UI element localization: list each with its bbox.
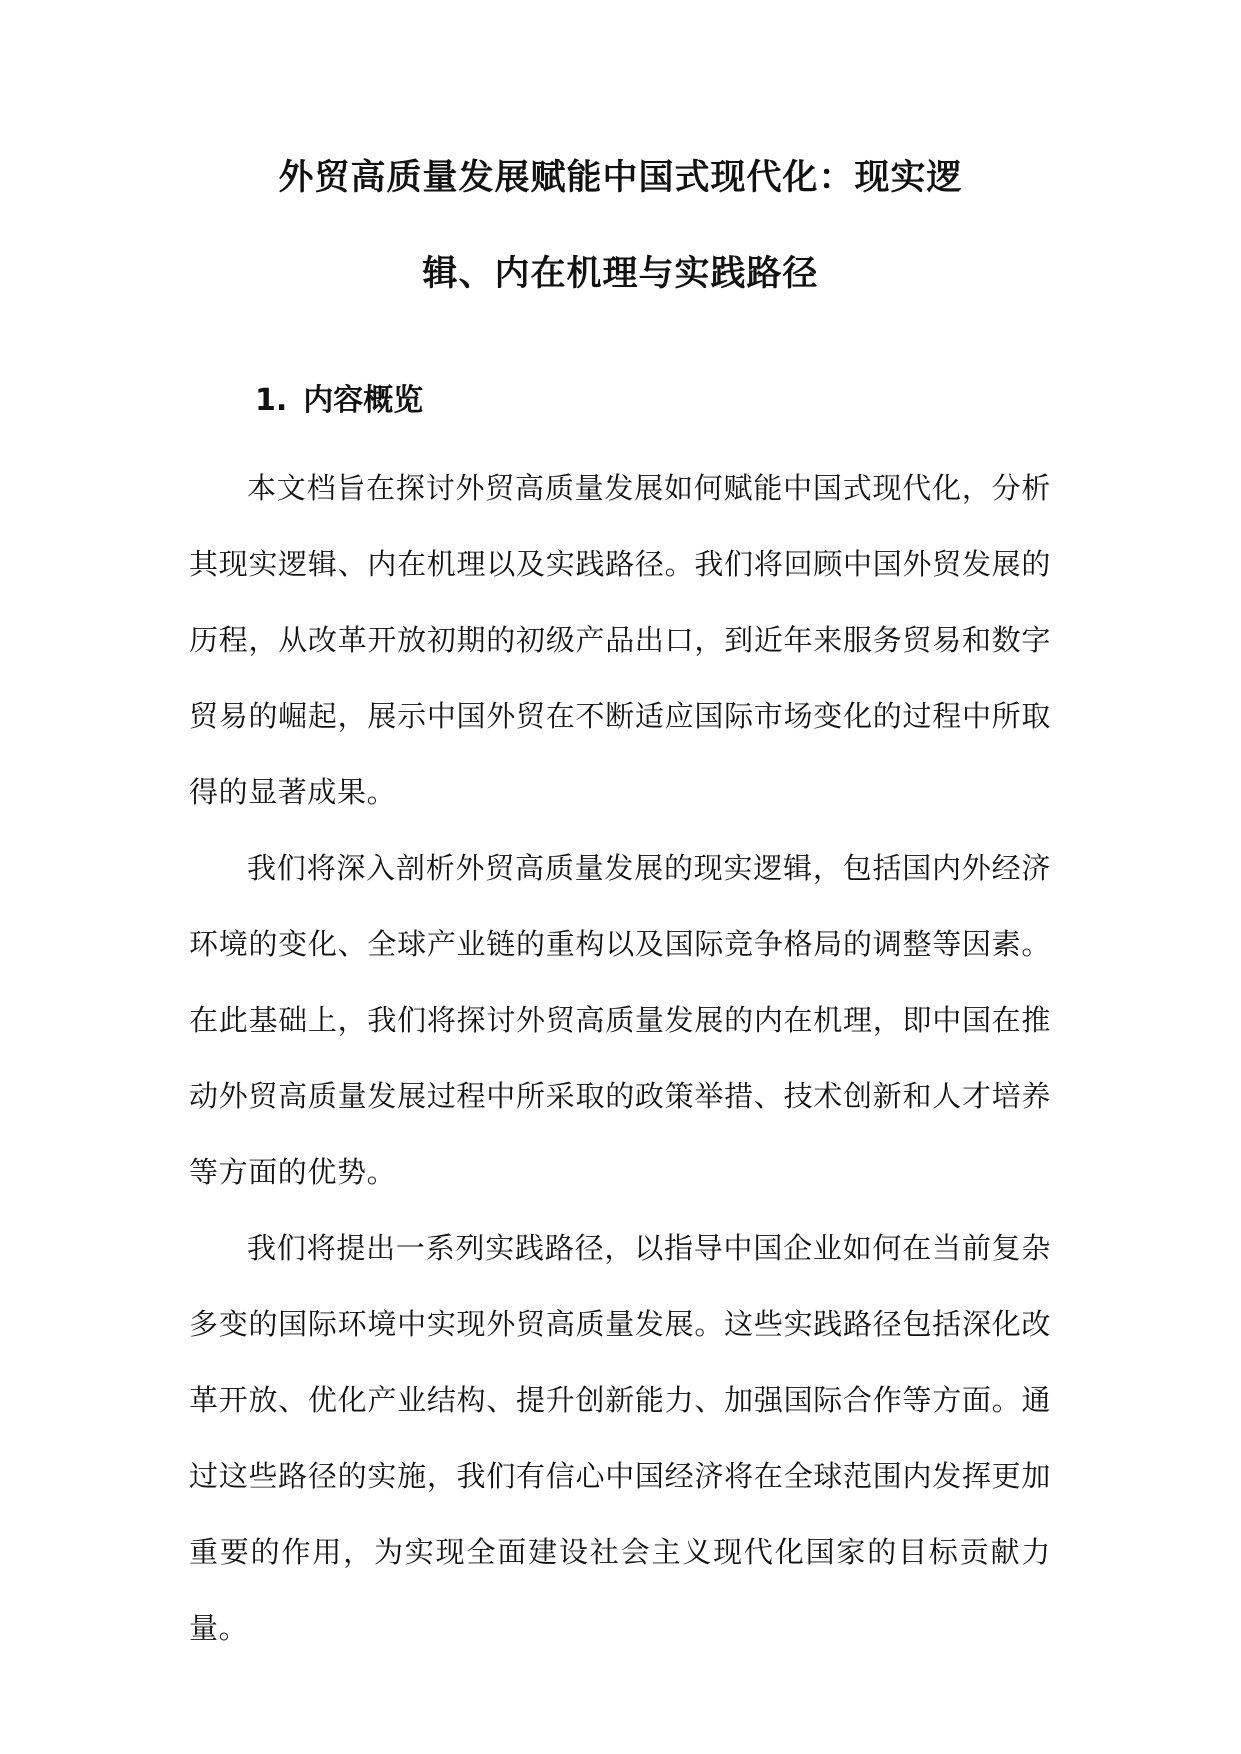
document-title-line-1: 外贸高质量发展赋能中国式现代化：现实逻 <box>278 158 963 198</box>
section-heading <box>255 382 423 420</box>
paragraph-3: 我们将提出一系列实践路径，以指导中国企业如何在当前复杂多变的国际环境中实现外贸高质量发展。这些实践路径包括深化改革开放、优化产业结构、提升创新能力、加强国际合作等方面。通过这些路径的实施，我们有信心中国经济将在全球范围内发挥更加重要的作用，为实现全面建设社会主义现代化国家的目标贡献力量。 <box>189 1231 1051 1645</box>
paragraph-1: 本文档旨在探讨外贸高质量发展如何赋能中国式现代化，分析其现实逻辑、内在机理以及实践路径。我们将回顾中国外贸发展的历程，从改革开放初期的初级产品出口，到近年来服务贸易和数字贸易的崛起，展示中国外贸在不断适应国际市场变化的过程中所取得的显著成果。 <box>189 471 1051 809</box>
paragraph-2: 我们将深入剖析外贸高质量发展的现实逻辑，包括国内外经济环境的变化、全球产业链的重构以及国际竞争格局的调整等因素。在此基础上，我们将探讨外贸高质量发展的内在机理，即中国在推动外贸高质量发展过程中所采取的政策举措、技术创新和人才培养等方面的优势。 <box>189 851 1051 1189</box>
document-title-line-2: 辑、内在机理与实践路径 <box>422 254 819 294</box>
section-heading-text: 内容概览 <box>303 383 424 418</box>
section-number: 1. <box>255 383 288 418</box>
